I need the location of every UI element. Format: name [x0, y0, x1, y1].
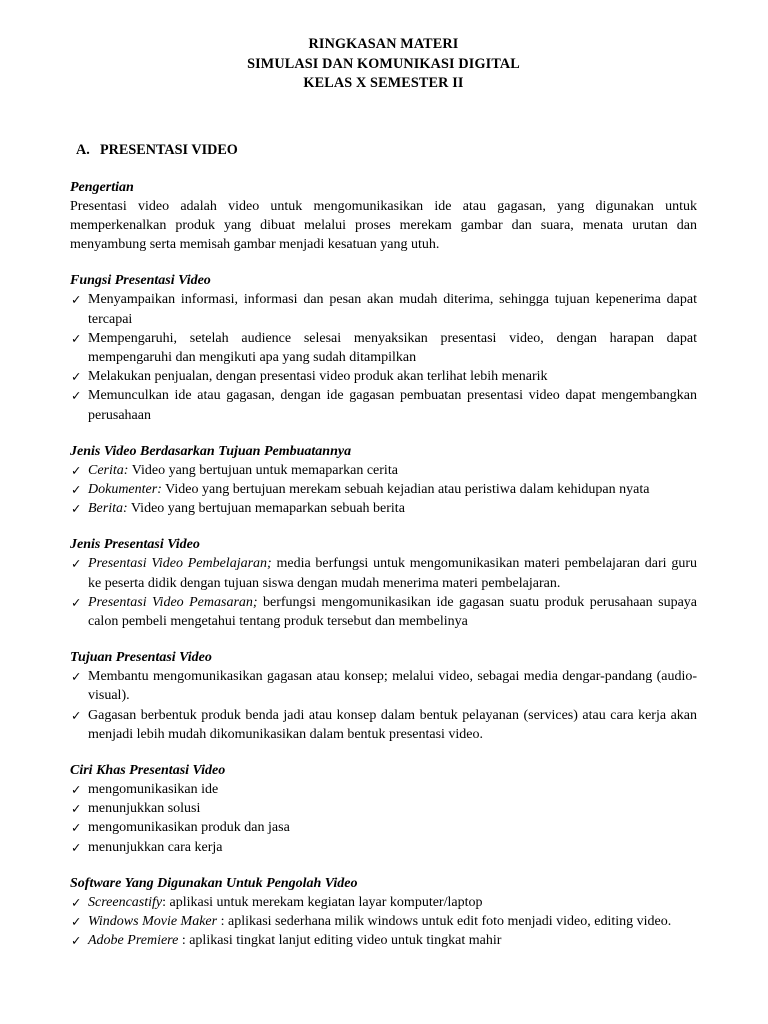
check-list: [70, 554, 697, 631]
check-icon: ✓: [71, 369, 82, 385]
list-item-text: Video yang bertujuan memaparkan sebuah berita: [127, 501, 405, 517]
list-item-text: menunjukkan cara kerja: [88, 839, 223, 855]
check-icon: ✓: [71, 330, 82, 346]
list-item-text: mengomunikasikan produk dan jasa: [88, 820, 290, 836]
sub-heading: Tujuan Presentasi Video: [70, 650, 212, 666]
list-item: [70, 480, 697, 499]
block-spacer: [70, 744, 697, 762]
check-list: [70, 290, 697, 424]
check-icon: ✓: [71, 839, 82, 855]
check-icon: ✓: [71, 933, 82, 949]
list-item: [70, 329, 697, 367]
list-item: [70, 912, 697, 931]
check-icon: ✓: [71, 388, 82, 404]
list-item: [70, 499, 697, 518]
list-item: [70, 838, 697, 857]
list-item-term: Windows Movie Maker: [88, 914, 218, 930]
check-icon: ✓: [71, 820, 82, 836]
sub-heading: Ciri Khas Presentasi Video: [70, 763, 226, 779]
title-line-3: KELAS X SEMESTER II: [303, 75, 464, 92]
check-icon: ✓: [71, 707, 82, 723]
check-list: [70, 667, 697, 744]
list-item-text: Video yang bertujuan untuk memaparkan cerita: [128, 462, 398, 478]
check-icon: ✓: [71, 482, 82, 498]
check-icon: ✓: [71, 894, 82, 910]
list-item-text: berfungsi mengomunikasikan ide gagasan suatu produk perusahaan supaya calon pembeli mengetahui tentang produk tersebut dan membelinya: [88, 594, 697, 630]
check-icon: ✓: [71, 292, 82, 308]
check-list: [70, 780, 697, 857]
check-icon: ✓: [71, 782, 82, 798]
check-icon: ✓: [71, 669, 82, 685]
section-heading-a: [76, 141, 697, 159]
list-item-text: Membantu mengomunikasikan gagasan atau konsep; melalui video, sebagai media dengar-pandang (audio-visual).: [88, 669, 697, 704]
list-item-term: Dokumenter:: [88, 482, 162, 498]
block-spacer: [70, 857, 697, 875]
block-spacer: [70, 518, 697, 536]
sub-heading: Jenis Presentasi Video: [70, 537, 200, 553]
list-item-text: Gagasan berbentuk produk benda jadi atau konsep dalam bentuk pelayanan (services) atau cara kerja akan menjadi lebih mudah dikomunikasikan dalam bentuk presentasi video.: [88, 707, 697, 742]
list-item: [70, 593, 697, 631]
sub-heading: Fungsi Presentasi Video: [70, 273, 211, 289]
list-item: [70, 290, 697, 328]
check-icon: ✓: [71, 556, 82, 572]
list-item: [70, 931, 697, 950]
block-spacer: [70, 425, 697, 443]
check-list: [70, 893, 697, 951]
check-icon: ✓: [71, 462, 82, 478]
list-item: [70, 461, 697, 480]
list-item-text: mengomunikasikan ide: [88, 782, 219, 798]
check-list: [70, 461, 697, 519]
sub-heading: Pengertian: [70, 179, 134, 195]
list-item-text: Memunculkan ide atau gagasan, dengan ide gagasan pembuatan presentasi video dapat mengembangkan perusahaan: [88, 388, 697, 423]
list-item: [70, 780, 697, 799]
list-item: [70, 367, 697, 386]
check-icon: ✓: [71, 914, 82, 930]
block-spacer: [70, 254, 697, 272]
list-item-term: Adobe Premiere: [88, 933, 179, 949]
list-item-text: : aplikasi tingkat lanjut editing video untuk tingkat mahir: [178, 933, 502, 949]
list-item-text: Melakukan penjualan, dengan presentasi video produk akan terlihat lebih menarik: [88, 369, 548, 385]
section-letter: A.: [76, 141, 90, 158]
paragraph: Presentasi video adalah video untuk mengomunikasikan ide atau gagasan, yang digunakan untuk memperkenalkan produk yang dibuat melalui proses merekam gambar dan suara, menata urutan dan menyambung serta memisah gambar menjadi kesatuan yang utuh.: [70, 198, 697, 253]
list-item: [70, 893, 697, 912]
sub-heading: Jenis Video Berdasarkan Tujuan Pembuatannya: [70, 443, 352, 459]
list-item-term: Berita:: [88, 501, 128, 517]
list-item-text: Mempengaruhi, setelah audience selesai menyaksikan presentasi video, dengan harapan dapat mempengaruhi dan mengikuti apa yang sudah ditampilkan: [88, 330, 697, 365]
block-spacer: [70, 159, 697, 179]
check-icon: ✓: [71, 501, 82, 517]
list-item: [70, 818, 697, 837]
list-item-text: Video yang bertujuan merekam sebuah kejadian atau peristiwa dalam kehidupan nyata: [161, 482, 650, 498]
title-line-1: RINGKASAN MATERI: [308, 36, 459, 52]
list-item-term: Presentasi Video Pembelajaran;: [88, 556, 272, 572]
document-body: [70, 159, 697, 951]
check-icon: ✓: [71, 594, 82, 610]
sub-heading: Software Yang Digunakan Untuk Pengolah Video: [70, 875, 358, 891]
document-title: [70, 30, 697, 94]
list-item: [70, 386, 697, 424]
list-item-text: menunjukkan solusi: [88, 801, 201, 817]
list-item: [70, 706, 697, 744]
list-item-text: Menyampaikan informasi, informasi dan pesan akan mudah diterima, sehingga tujuan kepenerima dapat tercapai: [88, 292, 697, 327]
title-line-2: SIMULASI DAN KOMUNIKASI DIGITAL: [247, 55, 520, 72]
list-item: [70, 667, 697, 705]
list-item-term: Presentasi Video Pemasaran;: [88, 594, 258, 610]
list-item: [70, 554, 697, 592]
list-item: [70, 799, 697, 818]
check-icon: ✓: [71, 801, 82, 817]
list-item-term: Cerita:: [88, 462, 129, 478]
section-title: PRESENTASI VIDEO: [100, 141, 238, 158]
block-spacer: [70, 631, 697, 649]
list-item-text: : aplikasi sederhana milik windows untuk edit foto menjadi video, editing video.: [217, 914, 672, 930]
list-item-text: media berfungsi untuk mengomunikasikan materi pembelajaran dari guru ke peserta didik dengan tujuan siswa dengan mudah menerima materi pembelajaran.: [88, 556, 697, 591]
list-item-term: Screencastify: [88, 894, 163, 910]
list-item-text: : aplikasi untuk merekam kegiatan layar komputer/laptop: [162, 894, 483, 910]
